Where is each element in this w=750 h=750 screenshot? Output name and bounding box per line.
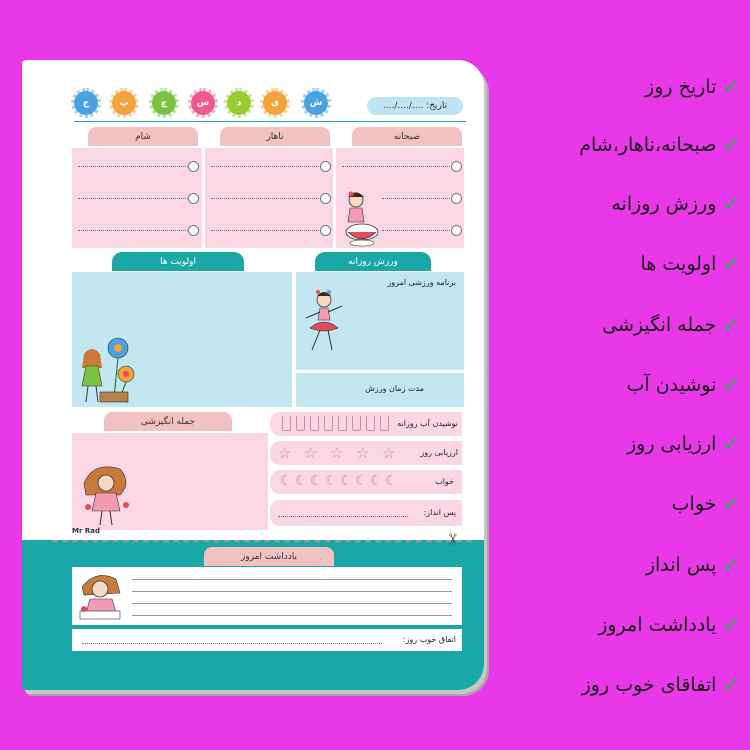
- feature-label: خواب: [671, 493, 717, 515]
- moon-icon[interactable]: ☾: [310, 473, 323, 489]
- star-icon[interactable]: ☆: [278, 444, 292, 462]
- check-icon: ✓: [722, 373, 740, 397]
- feature-item-savings: [646, 550, 740, 580]
- dinner-line[interactable]: [78, 230, 188, 231]
- feature-label: تاریخ روز: [645, 76, 717, 98]
- feature-item-priorities: [641, 249, 740, 279]
- motivation-panel[interactable]: [72, 433, 268, 530]
- priorities-panel[interactable]: [72, 272, 292, 407]
- feature-item-good-events: [582, 670, 740, 700]
- moon-icon[interactable]: ☾: [295, 473, 308, 489]
- breakfast-checkbox[interactable]: [451, 225, 462, 236]
- cup-icon[interactable]: [310, 416, 319, 431]
- girl-reading-illustration: [76, 459, 136, 527]
- note-line[interactable]: [132, 615, 452, 616]
- star-icon[interactable]: ☆: [382, 444, 396, 462]
- lunch-line[interactable]: [211, 230, 321, 231]
- planner-sheet: [22, 60, 484, 690]
- lunch-checkbox[interactable]: [320, 193, 331, 204]
- day-circle-sat[interactable]: ش: [304, 91, 328, 115]
- check-icon: ✓: [722, 492, 740, 516]
- lunch-line[interactable]: [211, 198, 321, 199]
- brand-signature: Mr Rad: [72, 527, 100, 535]
- feature-item-rating: [627, 429, 740, 459]
- feature-label: ارزیابی روز: [626, 433, 717, 455]
- cup-icon[interactable]: [296, 416, 305, 431]
- breakfast-checkbox[interactable]: [451, 193, 462, 204]
- feature-label: صبحانه،ناهار،شام: [579, 134, 717, 156]
- day-circle-mon[interactable]: د: [227, 91, 251, 115]
- feature-label: اولویت ها: [640, 253, 717, 275]
- note-line[interactable]: [132, 579, 452, 580]
- check-icon: ✓: [722, 192, 740, 216]
- exercise-program-panel[interactable]: [296, 272, 464, 370]
- dinner-line[interactable]: [78, 166, 188, 167]
- tab-lunch: ناهار: [220, 127, 330, 146]
- sleep-tracker-row[interactable]: [270, 470, 462, 494]
- check-icon: ✓: [722, 673, 740, 697]
- good-events-box[interactable]: [72, 629, 462, 651]
- star-icon[interactable]: ☆: [330, 444, 344, 462]
- breakfast-line[interactable]: [342, 166, 452, 167]
- moon-icon[interactable]: ☾: [370, 473, 383, 489]
- girl-teacup-illustration: [338, 188, 384, 248]
- savings-row[interactable]: [270, 500, 462, 526]
- cup-icon[interactable]: [366, 416, 375, 431]
- good-events-line[interactable]: [82, 643, 382, 644]
- girl-flowers-illustration: [74, 332, 138, 404]
- feature-item-meals: [579, 130, 740, 160]
- feature-label: اتفاقای خوب روز: [581, 674, 717, 696]
- moon-icon[interactable]: ☾: [325, 473, 338, 489]
- scissors-icon: ✂: [443, 532, 463, 547]
- check-icon: ✓: [722, 313, 740, 337]
- savings-line[interactable]: [278, 516, 408, 517]
- star-icon[interactable]: ☆: [304, 444, 318, 462]
- tab-breakfast: صبحانه: [352, 127, 462, 146]
- date-field[interactable]: تاریخ: ..../..../....: [367, 97, 463, 115]
- check-icon: ✓: [722, 432, 740, 456]
- lunch-panel[interactable]: [205, 148, 333, 248]
- rating-tracker-row[interactable]: [270, 441, 462, 465]
- moon-icon[interactable]: ☾: [355, 473, 368, 489]
- tab-today-notes: یادداشت امروز: [204, 547, 334, 566]
- cup-icon[interactable]: [380, 416, 389, 431]
- dinner-checkbox[interactable]: [188, 225, 199, 236]
- today-notes-box[interactable]: [72, 567, 462, 625]
- check-icon: ✓: [722, 252, 740, 276]
- breakfast-line[interactable]: [382, 198, 452, 199]
- dinner-panel[interactable]: [72, 148, 202, 248]
- cut-line: [52, 540, 472, 542]
- exercise-program-label: برنامه ورزشی امروز: [387, 278, 456, 287]
- sleep-label: خواب: [435, 477, 454, 486]
- day-circle-tue[interactable]: س: [191, 91, 215, 115]
- feature-label: یادداشت امروز: [598, 614, 717, 636]
- feature-item-motivation: [602, 310, 740, 340]
- feature-item-notes: [598, 610, 740, 640]
- feature-label: نوشیدن آب: [626, 374, 717, 396]
- lunch-line[interactable]: [211, 166, 321, 167]
- day-circle-sun[interactable]: ی: [263, 91, 287, 115]
- dinner-line[interactable]: [78, 198, 188, 199]
- tab-daily-exercise: ورزش روزانه: [315, 252, 431, 271]
- cup-icon[interactable]: [282, 416, 291, 431]
- water-tracker-row[interactable]: [270, 412, 462, 436]
- lunch-checkbox[interactable]: [320, 161, 331, 172]
- feature-label: پس انداز: [645, 554, 717, 576]
- check-icon: ✓: [722, 133, 740, 157]
- breakfast-panel[interactable]: [336, 148, 464, 248]
- feature-item-sleep: [672, 489, 740, 519]
- day-circle-fri[interactable]: ج: [74, 91, 98, 115]
- star-icon[interactable]: ☆: [356, 444, 370, 462]
- ballerina-illustration: [298, 288, 346, 358]
- exercise-duration-panel[interactable]: [296, 373, 464, 407]
- feature-item-date: [645, 72, 740, 102]
- moon-icon[interactable]: ☾: [385, 473, 398, 489]
- girl-sitting-illustration: [76, 569, 128, 623]
- breakfast-checkbox[interactable]: [451, 161, 462, 172]
- cup-icon[interactable]: [324, 416, 333, 431]
- feature-item-water: [627, 370, 741, 400]
- feature-label: جمله انگیزشی: [602, 314, 717, 336]
- feature-label: ورزش روزانه: [611, 193, 717, 215]
- note-line[interactable]: [132, 603, 452, 604]
- cup-icon[interactable]: [338, 416, 347, 431]
- dinner-checkbox[interactable]: [188, 193, 199, 204]
- cup-icon[interactable]: [352, 416, 361, 431]
- check-icon: ✓: [722, 613, 740, 637]
- dinner-checkbox[interactable]: [188, 161, 199, 172]
- moon-icon[interactable]: ☾: [280, 473, 293, 489]
- exercise-duration-label: مدت زمان ورزش: [365, 384, 424, 393]
- rating-label: ارزیابی روز: [420, 448, 458, 457]
- tab-dinner: شام: [88, 127, 198, 146]
- water-label: نوشیدن آب روزانه: [397, 419, 458, 428]
- lunch-checkbox[interactable]: [320, 225, 331, 236]
- moon-icon[interactable]: ☾: [340, 473, 353, 489]
- savings-label: پس انداز:: [423, 508, 456, 517]
- good-events-label: اتفاق خوب روز:: [402, 635, 456, 644]
- header-divider: [74, 121, 466, 122]
- day-circle-wed[interactable]: چ: [152, 91, 176, 115]
- day-circle-thu[interactable]: پ: [112, 91, 136, 115]
- feature-item-exercise: [611, 189, 740, 219]
- tab-priorities: اولویت ها: [112, 252, 244, 271]
- breakfast-line[interactable]: [382, 230, 452, 231]
- note-line[interactable]: [132, 591, 452, 592]
- check-icon: ✓: [722, 553, 740, 577]
- tab-motivation: جمله انگیزشی: [104, 412, 232, 431]
- check-icon: ✓: [722, 75, 740, 99]
